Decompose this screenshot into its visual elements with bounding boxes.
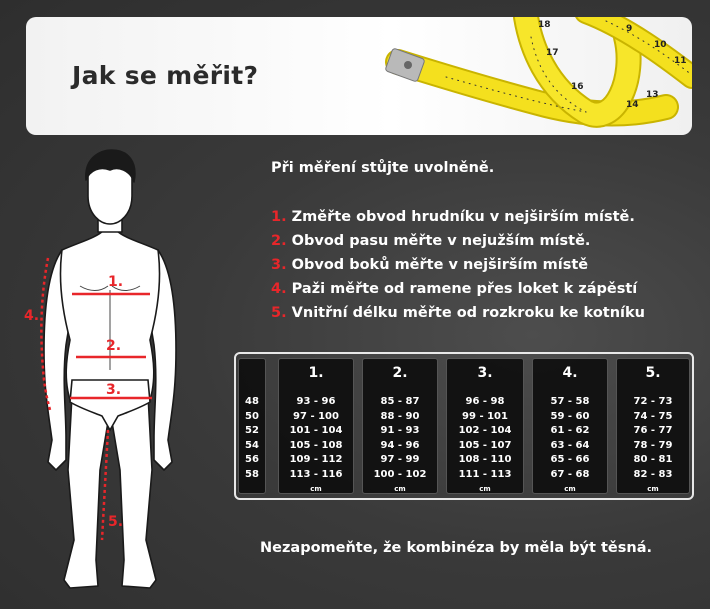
step-text: Paži měřte od ramene přes loket k zápěstí (291, 281, 638, 297)
header-banner (26, 17, 692, 135)
step-text: Obvod boků měřte v nejširším místě (291, 257, 589, 273)
figure-label-1: 1. (108, 274, 124, 290)
table-cell: 61 - 62 (550, 425, 590, 437)
column-header: 5. (645, 365, 661, 381)
table-cell: 65 - 66 (550, 454, 590, 466)
unit-label: cm (310, 485, 322, 493)
column-header: 3. (477, 365, 493, 381)
svg-text:16: 16 (571, 82, 584, 92)
column-header: 2. (392, 365, 408, 381)
figure-label-3: 3. (106, 382, 122, 398)
measure-column-5 (616, 358, 690, 494)
table-cell: 102 - 104 (458, 425, 512, 437)
step-item (271, 278, 645, 302)
size-cell: 58 (245, 468, 259, 480)
step-item (271, 254, 645, 278)
table-cell: 111 - 113 (458, 468, 512, 480)
measure-column-1 (278, 358, 354, 494)
svg-text:13: 13 (646, 90, 659, 100)
table-cell: 93 - 96 (296, 396, 336, 407)
table-cell: 67 - 68 (550, 468, 590, 480)
table-cell: 78 - 79 (633, 439, 673, 451)
table-cell: 91 - 93 (380, 425, 420, 437)
step-number: 1. (271, 209, 287, 225)
step-item (271, 302, 645, 326)
table-cell: 59 - 60 (550, 410, 590, 422)
table-cell: 82 - 83 (633, 468, 673, 480)
step-text: Vnitřní délku měřte od rozkroku ke kotníku (291, 305, 645, 321)
table-cell: 76 - 77 (633, 425, 673, 437)
table-cell: 57 - 58 (550, 396, 590, 407)
table-cell: 99 - 101 (462, 410, 508, 422)
size-cell: 56 (245, 454, 259, 466)
figure-label-5: 5. (108, 514, 124, 530)
svg-text:10: 10 (654, 40, 667, 50)
page-title: Jak se měřit? (72, 61, 259, 90)
size-cell: 48 (245, 396, 259, 407)
body-figure (0, 140, 240, 609)
unit-label: cm (647, 485, 659, 493)
intro-text: Při měření stůjte uvolněně. (271, 160, 495, 176)
table-cell: 105 - 108 (289, 439, 343, 451)
step-item (271, 230, 645, 254)
measure-column-2 (362, 358, 438, 494)
table-cell: 94 - 96 (380, 439, 420, 451)
svg-text:11: 11 (674, 56, 687, 66)
step-item (271, 206, 645, 230)
step-number: 2. (271, 233, 287, 249)
table-cell: 97 - 100 (293, 410, 339, 422)
size-table (234, 352, 694, 500)
steps-list (271, 206, 645, 326)
measure-column-3 (446, 358, 524, 494)
column-header: 4. (562, 365, 578, 381)
size-cell: 52 (245, 425, 259, 437)
step-text: Změřte obvod hrudníku v nejširším místě. (291, 209, 635, 225)
unit-label: cm (564, 485, 576, 493)
svg-text:17: 17 (546, 48, 559, 58)
table-cell: 72 - 73 (633, 396, 673, 407)
table-cell: 88 - 90 (380, 410, 420, 422)
table-cell: 97 - 99 (380, 454, 420, 466)
svg-text:9: 9 (626, 24, 633, 34)
step-number: 5. (271, 305, 287, 321)
step-number: 3. (271, 257, 287, 273)
size-cell: 54 (245, 439, 259, 451)
table-cell: 63 - 64 (550, 439, 590, 451)
figure-label-4: 4. (24, 308, 40, 324)
step-number: 4. (271, 281, 287, 297)
table-cell: 74 - 75 (633, 410, 673, 422)
figure-label-2: 2. (106, 338, 122, 354)
table-cell: 101 - 104 (289, 425, 343, 437)
reminder-text: Nezapomeňte, že kombinéza by měla být těsná. (260, 540, 652, 556)
table-cell: 109 - 112 (289, 454, 343, 466)
measuring-tape-icon (26, 17, 692, 135)
size-column (238, 358, 266, 494)
size-cell: 50 (245, 410, 259, 422)
table-cell: 100 - 102 (373, 468, 427, 480)
unit-label: cm (394, 485, 406, 493)
table-cell: 96 - 98 (465, 396, 505, 407)
unit-label: cm (479, 485, 491, 493)
table-cell: 108 - 110 (458, 454, 512, 466)
measure-column-4 (532, 358, 608, 494)
table-cell: 105 - 107 (458, 439, 512, 451)
svg-text:14: 14 (626, 100, 639, 110)
table-cell: 85 - 87 (380, 396, 420, 407)
table-cell: 80 - 81 (633, 454, 673, 466)
svg-text:18: 18 (538, 20, 551, 30)
table-cell: 113 - 116 (289, 468, 343, 480)
step-text: Obvod pasu měřte v nejužším místě. (291, 233, 591, 249)
column-header: 1. (308, 365, 324, 381)
